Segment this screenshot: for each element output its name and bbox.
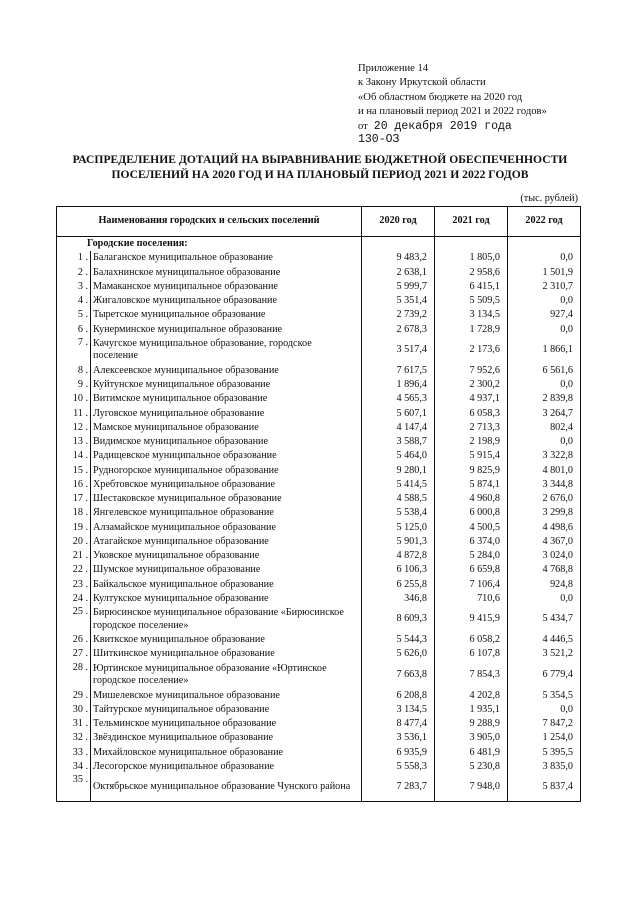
value-2020: 6 106,3 <box>362 563 435 577</box>
value-2021: 2 958,6 <box>435 266 508 280</box>
value-2020: 2 678,3 <box>362 323 435 337</box>
header-2021: 2021 год <box>435 207 508 237</box>
value-2022: 2 310,7 <box>508 280 581 294</box>
value-2020: 5 125,0 <box>362 521 435 535</box>
header-2022: 2022 год <box>508 207 581 237</box>
value-2020: 5 544,3 <box>362 633 435 647</box>
table-body <box>57 237 581 802</box>
table-row <box>57 592 581 606</box>
value-2020: 5 414,5 <box>362 478 435 492</box>
value-2020: 5 558,3 <box>362 760 435 774</box>
value-2022: 5 837,4 <box>508 774 581 802</box>
settlement-name: Звёздинское муниципальное образование <box>91 731 362 745</box>
row-number: 22 . <box>57 563 91 577</box>
table-row <box>57 392 581 406</box>
settlement-name: Радищевское муниципальное образование <box>91 449 362 463</box>
settlement-name: Балахнинское муниципальное образование <box>91 266 362 280</box>
table-row <box>57 662 581 689</box>
value-2022: 924,8 <box>508 578 581 592</box>
value-2020: 5 538,4 <box>362 506 435 520</box>
group-label: Городские поселения: <box>57 237 362 252</box>
table-row <box>57 280 581 294</box>
row-number: 3 . <box>57 280 91 294</box>
row-number: 10 . <box>57 392 91 406</box>
value-2020: 7 283,7 <box>362 774 435 802</box>
table-row <box>57 731 581 745</box>
annex-line-3: «Об областном бюджете на 2020 год <box>358 91 523 103</box>
value-2022: 0,0 <box>508 703 581 717</box>
settlement-name: Рудногорское муниципальное образование <box>91 464 362 478</box>
value-2022: 927,4 <box>508 308 581 322</box>
date-prefix: от <box>358 120 368 132</box>
value-2020: 5 351,4 <box>362 294 435 308</box>
value-2022: 2 676,0 <box>508 492 581 506</box>
settlement-name: Луговское муниципальное образование <box>91 407 362 421</box>
value-2020: 6 935,9 <box>362 746 435 760</box>
value-2021: 4 500,5 <box>435 521 508 535</box>
settlement-name: Витимское муниципальное образование <box>91 392 362 406</box>
value-2022: 5 434,7 <box>508 606 581 633</box>
settlement-name: Мамское муниципальное образование <box>91 421 362 435</box>
value-2020: 4 147,4 <box>362 421 435 435</box>
value-2020: 1 896,4 <box>362 378 435 392</box>
value-2020: 2 638,1 <box>362 266 435 280</box>
value-2022: 0,0 <box>508 323 581 337</box>
value-2021: 6 058,2 <box>435 633 508 647</box>
value-2021: 7 854,3 <box>435 662 508 689</box>
table-row <box>57 364 581 378</box>
table-row <box>57 717 581 731</box>
value-2021: 3 134,5 <box>435 308 508 322</box>
table-row <box>57 266 581 280</box>
row-number: 32 . <box>57 731 91 745</box>
value-2021: 7 106,4 <box>435 578 508 592</box>
row-number: 33 . <box>57 746 91 760</box>
table-header-row <box>57 207 581 237</box>
table-row <box>57 760 581 774</box>
value-2020: 3 588,7 <box>362 435 435 449</box>
row-number: 27 . <box>57 647 91 661</box>
value-2022: 2 839,8 <box>508 392 581 406</box>
subsidy-table <box>56 206 581 802</box>
row-number: 23 . <box>57 578 91 592</box>
value-2022: 3 344,8 <box>508 478 581 492</box>
row-number: 29 . <box>57 689 91 703</box>
value-2022: 5 395,5 <box>508 746 581 760</box>
row-number: 26 . <box>57 633 91 647</box>
value-2021: 2 173,6 <box>435 337 508 364</box>
value-2021: 7 948,0 <box>435 774 508 802</box>
table-row <box>57 464 581 478</box>
value-2021: 710,6 <box>435 592 508 606</box>
settlement-name: Хребтовское муниципальное образование <box>91 478 362 492</box>
settlement-name: Октябрьское муниципальное образование Чунского района <box>91 774 362 802</box>
value-2021: 2 300,2 <box>435 378 508 392</box>
table-row <box>57 478 581 492</box>
value-2022: 4 498,6 <box>508 521 581 535</box>
table-row <box>57 294 581 308</box>
value-2022: 0,0 <box>508 592 581 606</box>
row-number: 17 . <box>57 492 91 506</box>
table-row <box>57 435 581 449</box>
row-number: 21 . <box>57 549 91 563</box>
row-number: 11 . <box>57 407 91 421</box>
table-row <box>57 251 581 265</box>
row-number: 15 . <box>57 464 91 478</box>
table-row <box>57 323 581 337</box>
value-2021: 5 874,1 <box>435 478 508 492</box>
header-name: Наименования городских и сельских поселений <box>57 207 362 237</box>
value-2022: 3 264,7 <box>508 407 581 421</box>
value-2022: 4 446,5 <box>508 633 581 647</box>
table-row <box>57 521 581 535</box>
value-2022: 1 866,1 <box>508 337 581 364</box>
value-2020: 4 565,3 <box>362 392 435 406</box>
value-2021: 3 905,0 <box>435 731 508 745</box>
empty-cell <box>508 237 581 252</box>
settlement-name: Алексеевское муниципальное образование <box>91 364 362 378</box>
value-2020: 5 607,1 <box>362 407 435 421</box>
value-2020: 5 626,0 <box>362 647 435 661</box>
settlement-name: Качугское муниципальное образование, городское поселение <box>91 337 362 364</box>
value-2020: 7 617,5 <box>362 364 435 378</box>
table-row <box>57 689 581 703</box>
units-label: (тыс. рублей) <box>520 193 578 204</box>
row-number: 5 . <box>57 308 91 322</box>
settlement-name: Алзамайское муниципальное образование <box>91 521 362 535</box>
value-2022: 3 024,0 <box>508 549 581 563</box>
table-row <box>57 633 581 647</box>
value-2021: 2 198,9 <box>435 435 508 449</box>
row-number: 2 . <box>57 266 91 280</box>
settlement-name: Мамаканское муниципальное образование <box>91 280 362 294</box>
value-2021: 2 713,3 <box>435 421 508 435</box>
settlement-name: Тельминское муниципальное образование <box>91 717 362 731</box>
value-2020: 8 609,3 <box>362 606 435 633</box>
value-2022: 3 835,0 <box>508 760 581 774</box>
document-title <box>40 152 600 182</box>
row-number: 4 . <box>57 294 91 308</box>
value-2020: 3 134,5 <box>362 703 435 717</box>
settlement-name: Квиткское муниципальное образование <box>91 633 362 647</box>
value-2020: 4 872,8 <box>362 549 435 563</box>
annex-line-1: Приложение 14 <box>358 63 429 74</box>
value-2022: 0,0 <box>508 294 581 308</box>
value-2022: 3 322,8 <box>508 449 581 463</box>
value-2020: 5 901,3 <box>362 535 435 549</box>
row-number: 6 . <box>57 323 91 337</box>
value-2021: 4 960,8 <box>435 492 508 506</box>
annex-block <box>358 62 547 146</box>
row-number: 34 . <box>57 760 91 774</box>
value-2021: 6 659,8 <box>435 563 508 577</box>
value-2021: 6 058,3 <box>435 407 508 421</box>
settlement-name: Тайтурское муниципальное образование <box>91 703 362 717</box>
value-2022: 802,4 <box>508 421 581 435</box>
value-2022: 0,0 <box>508 378 581 392</box>
settlement-name: Юртинское муниципальное образование «Юртинское городское поселение» <box>91 662 362 689</box>
row-number: 25 . <box>57 606 91 633</box>
value-2021: 9 415,9 <box>435 606 508 633</box>
value-2021: 6 415,1 <box>435 280 508 294</box>
value-2020: 6 255,8 <box>362 578 435 592</box>
row-number: 7 . <box>57 337 91 364</box>
value-2022: 6 561,6 <box>508 364 581 378</box>
table-row <box>57 647 581 661</box>
row-number: 31 . <box>57 717 91 731</box>
settlement-name: Кунерминское муниципальное образование <box>91 323 362 337</box>
annex-line-2: к Закону Иркутской области <box>358 77 486 89</box>
value-2022: 4 367,0 <box>508 535 581 549</box>
table-row <box>57 746 581 760</box>
settlement-name: Куйтунское муниципальное образование <box>91 378 362 392</box>
settlement-name: Шиткинское муниципальное образование <box>91 647 362 661</box>
row-number: 1 . <box>57 251 91 265</box>
table-row <box>57 449 581 463</box>
value-2020: 2 739,2 <box>362 308 435 322</box>
value-2021: 1 728,9 <box>435 323 508 337</box>
value-2020: 9 483,2 <box>362 251 435 265</box>
value-2021: 1 805,0 <box>435 251 508 265</box>
value-2022: 0,0 <box>508 251 581 265</box>
table-row <box>57 606 581 633</box>
row-number: 16 . <box>57 478 91 492</box>
value-2022: 0,0 <box>508 435 581 449</box>
settlement-name: Жигаловское муниципальное образование <box>91 294 362 308</box>
value-2021: 5 230,8 <box>435 760 508 774</box>
table-row <box>57 492 581 506</box>
value-2021: 5 915,4 <box>435 449 508 463</box>
settlement-name: Култукское муниципальное образование <box>91 592 362 606</box>
value-2021: 5 284,0 <box>435 549 508 563</box>
row-number: 28 . <box>57 662 91 689</box>
value-2022: 4 768,8 <box>508 563 581 577</box>
law-date: 20 декабря 2019 года <box>373 119 512 133</box>
settlement-name: Тыретское муниципальное образование <box>91 308 362 322</box>
group-row <box>57 237 581 252</box>
row-number: 20 . <box>57 535 91 549</box>
empty-cell <box>435 237 508 252</box>
table-row <box>57 703 581 717</box>
table-row <box>57 549 581 563</box>
settlement-name: Бирюсинское муниципальное образование «Бирюсинское городское поселение» <box>91 606 362 633</box>
settlement-name: Янгелевское муниципальное образование <box>91 506 362 520</box>
row-number: 30 . <box>57 703 91 717</box>
value-2022: 3 521,2 <box>508 647 581 661</box>
settlement-name: Атагайское муниципальное образование <box>91 535 362 549</box>
settlement-name: Балаганское муниципальное образование <box>91 251 362 265</box>
row-number: 14 . <box>57 449 91 463</box>
settlement-name: Мишелевское муниципальное образование <box>91 689 362 703</box>
header-2020: 2020 год <box>362 207 435 237</box>
value-2022: 1 254,0 <box>508 731 581 745</box>
value-2020: 9 280,1 <box>362 464 435 478</box>
empty-cell <box>362 237 435 252</box>
value-2021: 5 509,5 <box>435 294 508 308</box>
settlement-name: Шумское муниципальное образование <box>91 563 362 577</box>
value-2020: 3 517,4 <box>362 337 435 364</box>
value-2020: 4 588,5 <box>362 492 435 506</box>
table-row <box>57 506 581 520</box>
annex-date-line <box>358 120 547 134</box>
settlement-name: Шестаковское муниципальное образование <box>91 492 362 506</box>
value-2020: 5 464,0 <box>362 449 435 463</box>
value-2022: 7 847,2 <box>508 717 581 731</box>
row-number: 35 . <box>57 774 91 802</box>
value-2021: 6 481,9 <box>435 746 508 760</box>
value-2020: 346,8 <box>362 592 435 606</box>
value-2020: 5 999,7 <box>362 280 435 294</box>
value-2020: 8 477,4 <box>362 717 435 731</box>
value-2020: 6 208,8 <box>362 689 435 703</box>
table-row <box>57 774 581 802</box>
value-2021: 1 935,1 <box>435 703 508 717</box>
value-2022: 1 501,9 <box>508 266 581 280</box>
row-number: 12 . <box>57 421 91 435</box>
row-number: 18 . <box>57 506 91 520</box>
table-row <box>57 407 581 421</box>
value-2021: 4 202,8 <box>435 689 508 703</box>
value-2021: 6 374,0 <box>435 535 508 549</box>
value-2021: 9 825,9 <box>435 464 508 478</box>
value-2022: 3 299,8 <box>508 506 581 520</box>
row-number: 9 . <box>57 378 91 392</box>
table-row <box>57 378 581 392</box>
settlement-name: Видимское муниципальное образование <box>91 435 362 449</box>
value-2020: 3 536,1 <box>362 731 435 745</box>
value-2021: 9 288,9 <box>435 717 508 731</box>
row-number: 13 . <box>57 435 91 449</box>
row-number: 19 . <box>57 521 91 535</box>
table-row <box>57 578 581 592</box>
settlement-name: Байкальское муниципальное образование <box>91 578 362 592</box>
value-2022: 5 354,5 <box>508 689 581 703</box>
row-number: 24 . <box>57 592 91 606</box>
annex-line-4: и на плановый период 2021 и 2022 годов» <box>358 106 547 118</box>
table-row <box>57 421 581 435</box>
value-2021: 4 937,1 <box>435 392 508 406</box>
row-number: 8 . <box>57 364 91 378</box>
table-row <box>57 308 581 322</box>
value-2022: 4 801,0 <box>508 464 581 478</box>
title-line-1: РАСПРЕДЕЛЕНИЕ ДОТАЦИЙ НА ВЫРАВНИВАНИЕ БЮДЖЕТНОЙ ОБЕСПЕЧЕННОСТИ <box>72 153 568 166</box>
value-2021: 6 107,8 <box>435 647 508 661</box>
law-number: 130-ОЗ <box>358 133 400 147</box>
table-row <box>57 337 581 364</box>
value-2021: 7 952,6 <box>435 364 508 378</box>
table-row <box>57 563 581 577</box>
value-2020: 7 663,8 <box>362 662 435 689</box>
value-2021: 6 000,8 <box>435 506 508 520</box>
value-2022: 6 779,4 <box>508 662 581 689</box>
settlement-name: Лесогорское муниципальное образование <box>91 760 362 774</box>
title-line-2: ПОСЕЛЕНИЙ НА 2020 ГОД И НА ПЛАНОВЫЙ ПЕРИОД 2021 И 2022 ГОДОВ <box>111 168 529 181</box>
table-row <box>57 535 581 549</box>
settlement-name: Михайловское муниципальное образование <box>91 746 362 760</box>
settlement-name: Уковское муниципальное образование <box>91 549 362 563</box>
